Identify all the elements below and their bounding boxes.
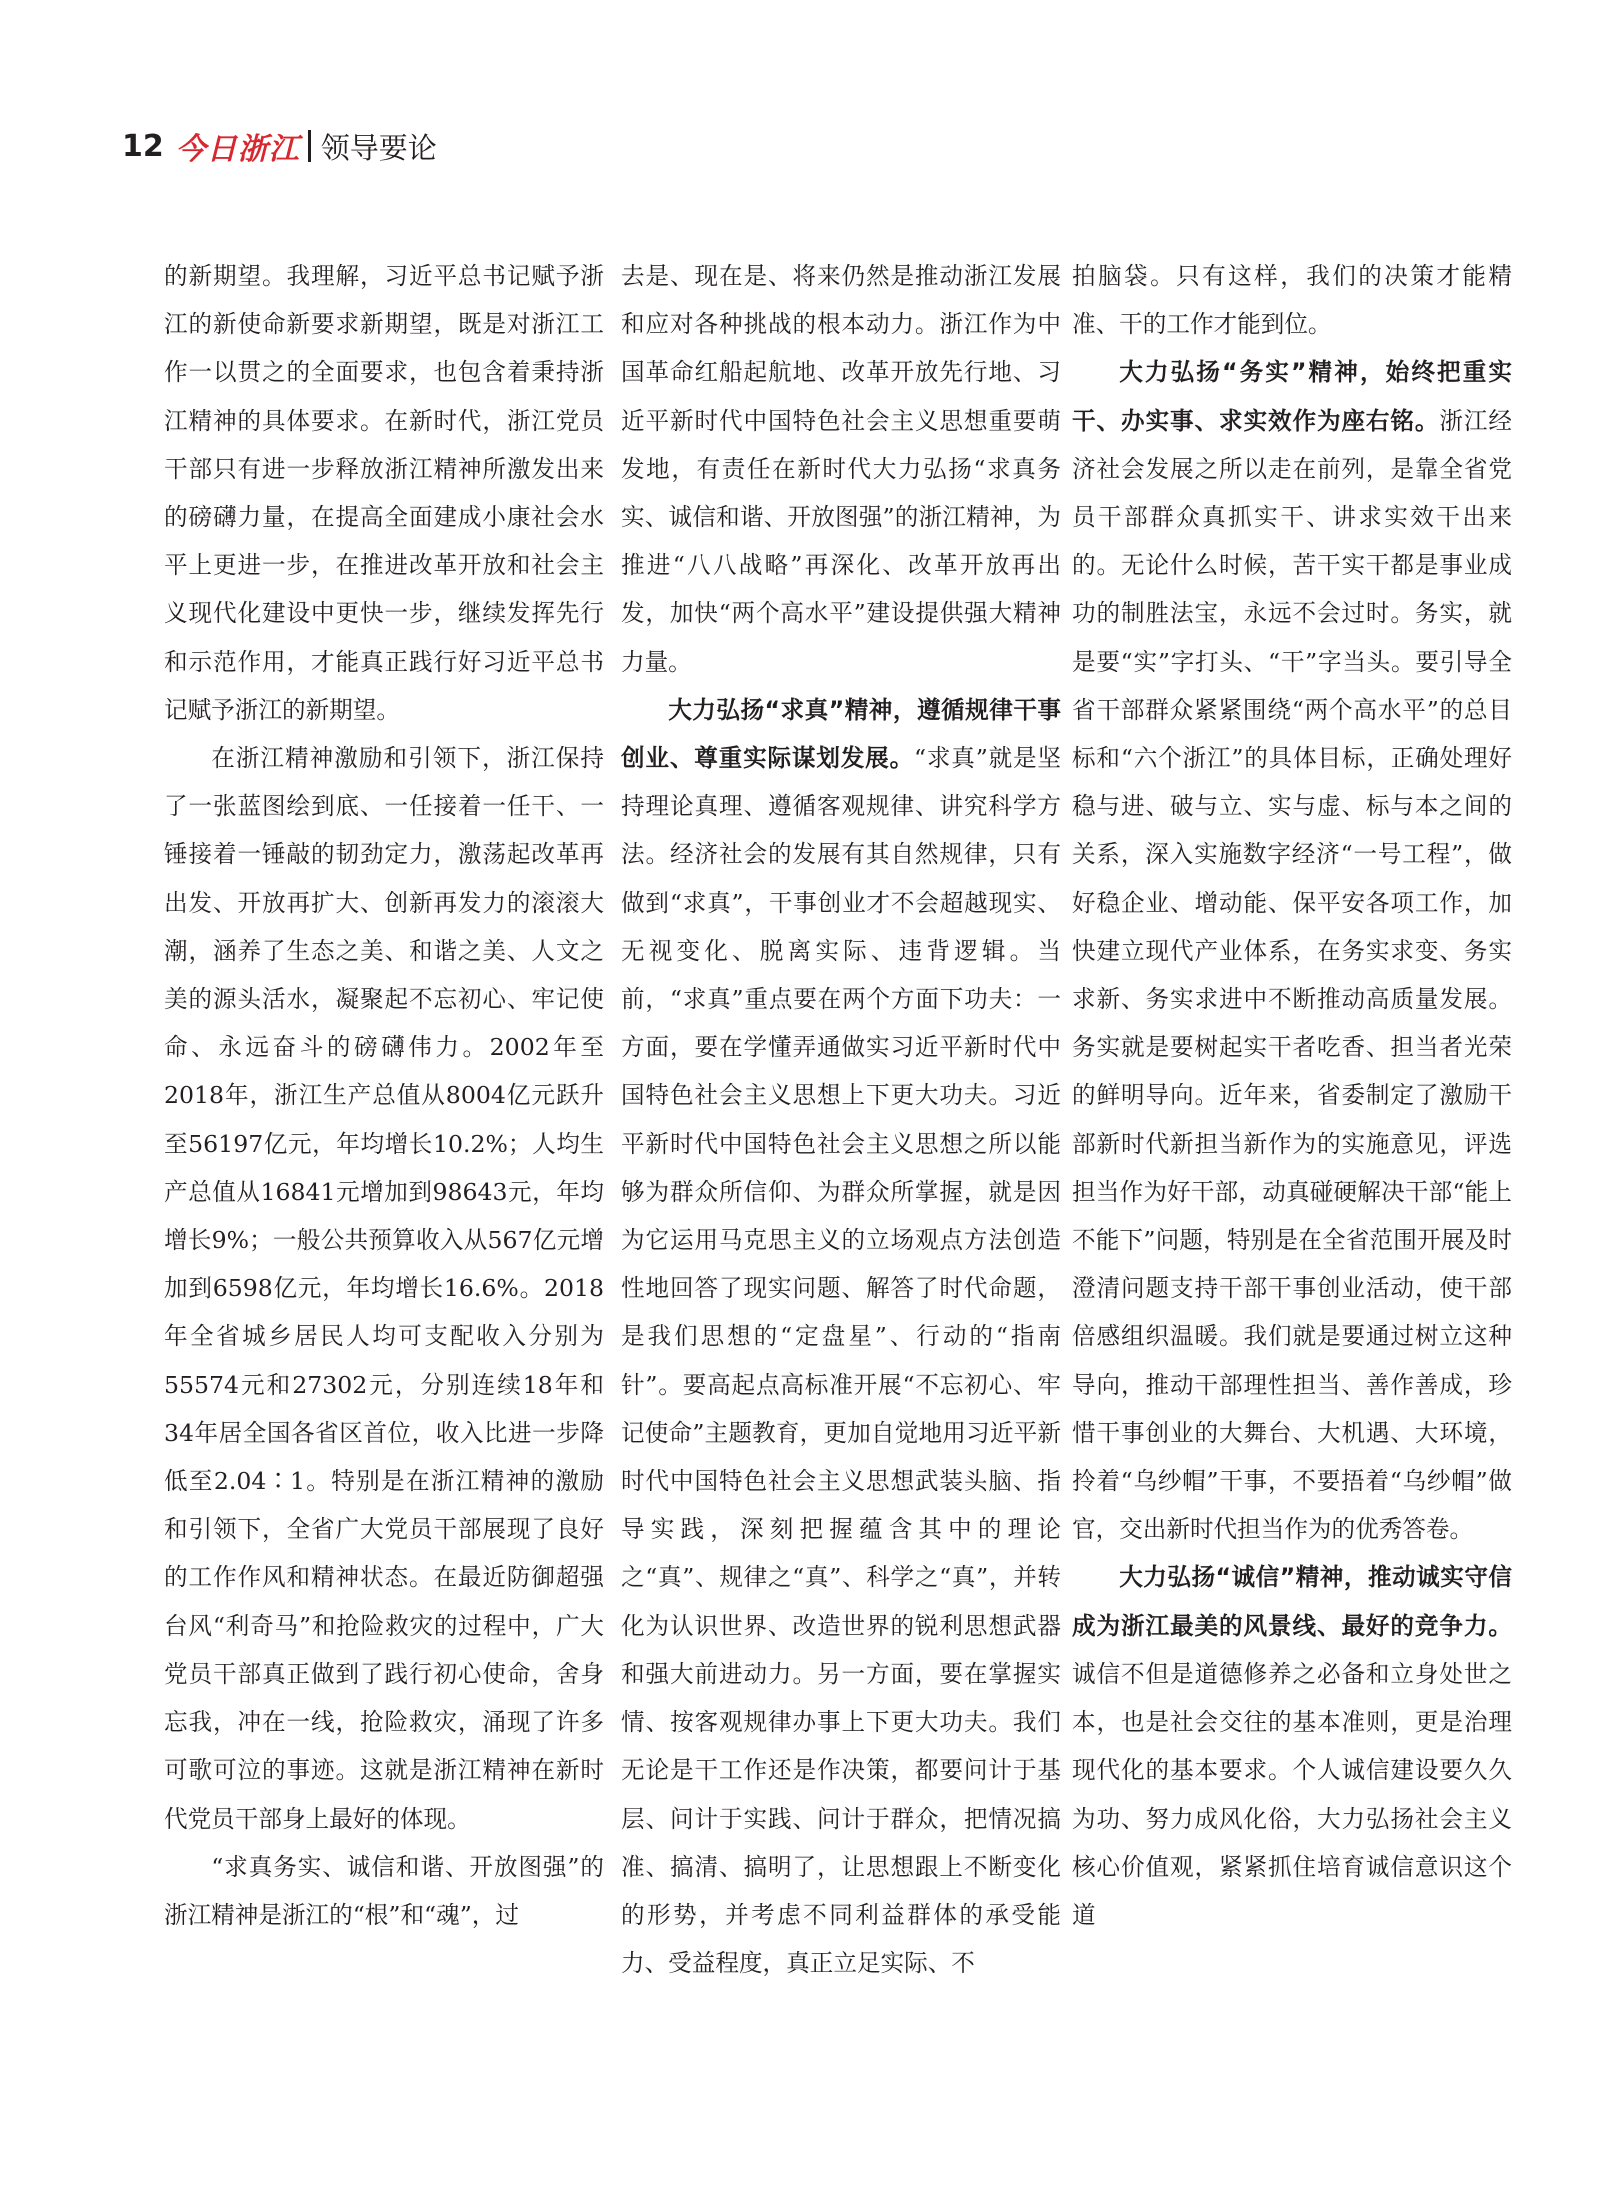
paragraph: 去是、现在是、将来仍然是推动浙江发展和应对各种挑战的根本动力。浙江作为中国革命红船起航地、改革开放先行地、习近平新时代中国特色社会主义思想重要萌发地，有责任在新时代大力弘扬“求真务实、诚信和谐、开放图强”的浙江精神，为推进“八八战略”再深化、改革开放再出发，加快“两个高水平”建设提供强大精神力量。: [621, 262, 1061, 676]
paragraph-lead-bold: 大力弘扬“务实”精神，始终把重实干、办实事、求实效作为座右铭。: [1072, 358, 1512, 435]
paragraph-body: “求真”就是坚持理论真理、遵循客观规律、讲究科学方法。经济社会的发展有其自然规律，只有做到“求真”，干事创业才不会超越现实、无视变化、脱离实际、违背逻辑。当前，“求真”重点要在两个方面下功夫：一方面，要在学懂弄通做实习近平新时代中国特色社会主义思想上下更大功夫。习近平新时代中国特色社会主义思想之所以能够为群众所信仰、为群众所掌握，就是因为它运用马克思主义的立场观点方法创造性地回答了现实问题、解答了时代命题，是我们思想的“定盘星”、行动的“指南针”。要高起点高标准开展“不忘初心、牢记使命”主题教育，更加自觉地用习近平新时代中国特色社会主义思想武装头脑、指导实践，深刻把握蕴含其中的理论之“真”、规律之“真”、科学之“真”，并转化为认识世界、改造世界的锐利思想武器和强大前进动力。另一方面，要在掌握实情、按客观规律办事上下更大功夫。我们无论是干工作还是作决策，都要问计于基层、问计于实践、问计于群众，把情况搞准、搞清、搞明了，让思想跟上不断变化的形势，并考虑不同利益群体的承受能力、受益程度，真正立足实际、不: [621, 744, 1062, 1978]
paragraph-body: 浙江经济社会发展之所以走在前列，是靠全省党员干部群众真抓实干、讲求实效干出来的。无论什么时候，苦干实干都是事业成功的制胜法宝，永远不会过时。务实，就是要“实”字打头、“干”字当头。要引导全省干部群众紧紧围绕“两个高水平”的总目标和“六个浙江”的具体目标，正确处理好稳与进、破与立、实与虚、标与本之间的关系，深入实施数字经济“一号工程”，做好稳企业、增动能、保平安各项工作，加快建立现代产业体系，在务实求变、务实求新、务实求进中不断推动高质量发展。务实就是要树起实干者吃香、担当者光荣的鲜明导向。近年来，省委制定了激励干部新时代新担当新作为的实施意见，评选担当作为好干部，动真碰硬解决干部“能上不能下”问题，特别是在全省范围开展及时澄清问题支持干部干事创业活动，使干部倍感组织温暖。我们就是要通过树立这种导向，推动干部理性担当、善作善成，珍惜干事创业的大舞台、大机遇、大环境，拎着“乌纱帽”干事，不要捂着“乌纱帽”做官，交出新时代担当作为的优秀答卷。: [1072, 406, 1513, 1544]
paragraph: 拍脑袋。只有这样，我们的决策才能精准、干的工作才能到位。: [1072, 262, 1512, 339]
paragraph: [621, 686, 1061, 1987]
paragraph: “求真务实、诚信和谐、开放图强”的浙江精神是浙江的“根”和“魂”，过: [164, 1852, 604, 1929]
paragraph: 的新期望。我理解，习近平总书记赋予浙江的新使命新要求新期望，既是对浙江工作一以贯之的全面要求，也包含着秉持浙江精神的具体要求。在新时代，浙江党员干部只有进一步释放浙江精神所激发出来的磅礴力量，在提高全面建成小康社会水平上更进一步，在推进改革开放和社会主义现代化建设中更快一步，继续发挥先行和示范作用，才能真正践行好习近平总书记赋予浙江的新期望。: [164, 262, 604, 724]
text-column-1: [164, 252, 604, 1939]
paragraph-body: 诚信不但是道德修养之必备和立身处世之本，也是社会交往的基本准则，更是治理现代化的基本要求。个人诚信建设要久久为功、努力成风化俗，大力弘扬社会主义核心价值观，紧紧抓住培育诚信意识这个道: [1072, 1659, 1512, 1929]
text-column-2: [621, 252, 1061, 1987]
text-column-3: [1072, 252, 1512, 1939]
page-number: 12: [122, 128, 164, 164]
section-title: 领导要论: [320, 130, 437, 165]
paragraph-lead-bold: 大力弘扬“诚信”精神，推动诚实守信成为浙江最美的风景线、最好的竞争力。: [1072, 1563, 1512, 1640]
paragraph: 在浙江精神激励和引领下，浙江保持了一张蓝图绘到底、一任接着一任干、一锤接着一锤敲的韧劲定力，激荡起改革再出发、开放再扩大、创新再发力的滚滚大潮，涵养了生态之美、和谐之美、人文之美的源头活水，凝聚起不忘初心、牢记使命、永远奋斗的磅礴伟力。2002年至2018年，浙江生产总值从8004亿元跃升至56197亿元，年均增长10.2%；人均生产总值从16841元增加到98643元，年均增长9%；一般公共预算收入从567亿元增加到6598亿元，年均增长16.6%。2018年全省城乡居民人均可支配收入分别为55574元和27302元，分别连续18年和34年居全国各省区首位，收入比进一步降低至2.04∶1。特别是在浙江精神的激励和引领下，全省广大党员干部展现了良好的工作作风和精神状态。在最近防御超强台风“利奇马”和抢险救灾的过程中，广大党员干部真正做到了践行初心使命，舍身忘我，冲在一线，抢险救灾，涌现了许多可歌可泣的事迹。这就是浙江精神在新时代党员干部身上最好的体现。: [164, 744, 604, 1833]
paragraph: [1072, 348, 1512, 1553]
magazine-logo: 今日浙江: [175, 132, 300, 167]
paragraph: [1072, 1553, 1512, 1939]
header-divider: [308, 130, 311, 162]
paragraph-lead-bold: 大力弘扬“求真”精神，遵循规律干事创业、尊重实际谋划发展。: [621, 695, 1061, 773]
page-header: [122, 126, 437, 166]
